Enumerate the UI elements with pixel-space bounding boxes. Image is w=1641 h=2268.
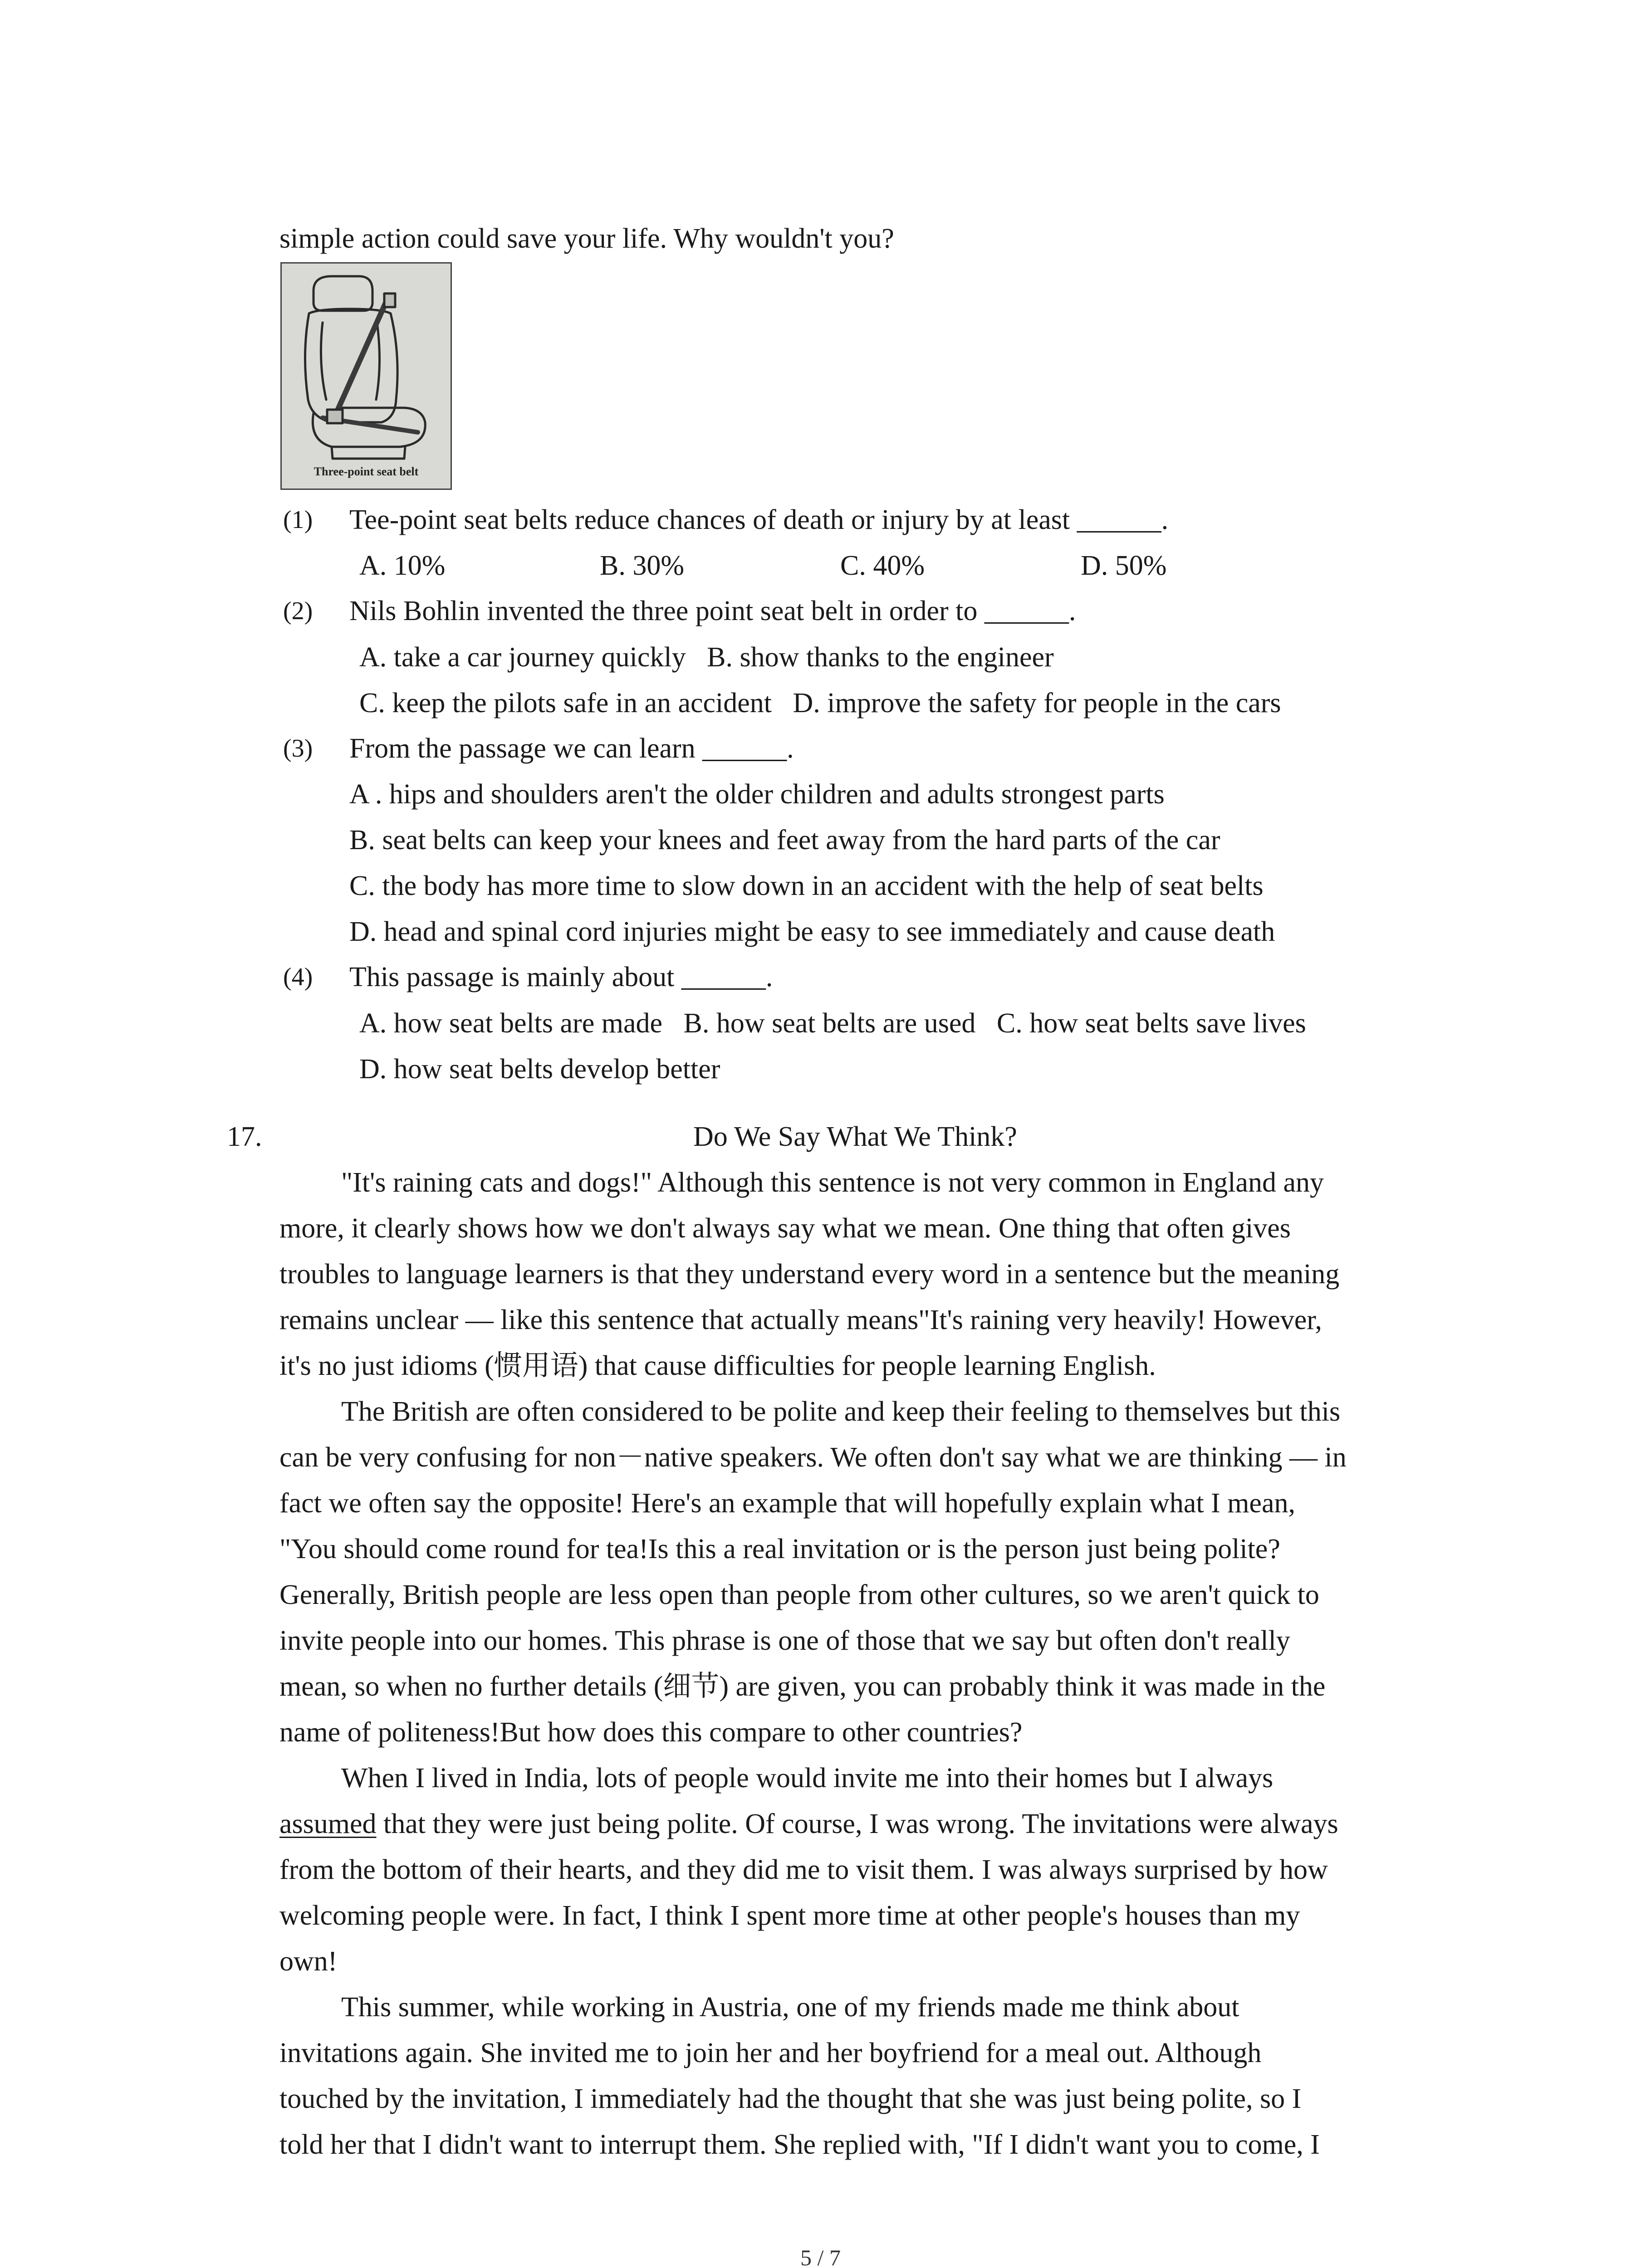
passage-line: told her that I didn't want to interrupt them. She replied with, "If I didn't want you to come, I: [279, 2129, 1320, 2160]
passage-line: it's no just idioms (惯用语) that cause difficulties for people learning English.: [279, 1350, 1156, 1381]
passage-line: fact we often say the opposite! Here's an example that will hopefully explain what I mean,: [279, 1488, 1295, 1519]
passage-line: troubles to language learners is that they understand every word in a sentence but the meaning: [279, 1259, 1340, 1290]
passage-line: "It's raining cats and dogs!" Although this sentence is not very common in England any: [341, 1167, 1324, 1198]
q3-option-a: A . hips and shoulders aren't the older children and adults strongest parts: [349, 779, 1165, 810]
q3-option-c: C. the body has more time to slow down in an accident with the help of seat belts: [349, 870, 1264, 901]
passage-line: This summer, while working in Austria, one of my friends made me think about: [341, 1992, 1239, 2023]
passage-line: mean, so when no further details (细节) are given, you can probably think it was made in the: [279, 1671, 1326, 1702]
q4-options-line-2: D. how seat belts develop better: [359, 1054, 720, 1085]
passage-line: invite people into our homes. This phrase is one of those that we say but often don't really: [279, 1625, 1290, 1656]
question-3-number: (3): [283, 734, 313, 763]
question-3-stem: From the passage we can learn ______.: [349, 733, 794, 764]
passage-line: invitations again. She invited me to join her and her boyfriend for a meal out. Although: [279, 2038, 1262, 2068]
passage-17-number: 17.: [227, 1121, 262, 1152]
seat-belt-figure: [280, 262, 452, 490]
question-1-number: (1): [283, 506, 313, 534]
q1-option-a: A. 10%: [359, 550, 446, 581]
passage-line: welcoming people were. In fact, I think I spent more time at other people's houses than my: [279, 1900, 1300, 1931]
car-seat-illustration: [282, 264, 451, 489]
passage-line: remains unclear — like this sentence that actually means"It's raining very heavily! However,: [279, 1305, 1322, 1335]
q1-option-d: D. 50%: [1081, 550, 1167, 581]
q3-option-d: D. head and spinal cord injuries might be easy to see immediately and cause death: [349, 916, 1275, 947]
passage-line: can be very confusing for non－native speakers. We often don't say what we are thinking — in: [279, 1442, 1347, 1473]
question-2-number: (2): [283, 597, 313, 625]
passage-line: name of politeness!But how does this compare to other countries?: [279, 1717, 1023, 1748]
question-4-number: (4): [283, 963, 313, 991]
passage-line: When I lived in India, lots of people would invite me into their homes but I always: [341, 1763, 1274, 1794]
q1-option-b: B. 30%: [600, 550, 684, 581]
q4-options-line-1: A. how seat belts are made B. how seat belts are used C. how seat belts save lives: [359, 1008, 1306, 1039]
passage-line: from the bottom of their hearts, and they did me to visit them. I was always surprised by how: [279, 1854, 1328, 1885]
q2-options-line-2: C. keep the pilots safe in an accident D. improve the safety for people in the cars: [359, 688, 1281, 719]
passage-line: more, it clearly shows how we don't always say what we mean. One thing that often gives: [279, 1213, 1291, 1244]
figure-caption: Three-point seat belt: [314, 465, 419, 478]
question-4-stem: This passage is mainly about ______.: [349, 962, 773, 992]
question-2-stem: Nils Bohlin invented the three point seat belt in order to ______.: [349, 596, 1076, 626]
passage-line-rest: that they were just being polite. Of course, I was wrong. The invitations were always: [383, 1809, 1338, 1839]
passage-line: touched by the invitation, I immediately had the thought that she was just being polite, so I: [279, 2083, 1302, 2114]
question-1-stem: Tee-point seat belts reduce chances of death or injury by at least ______.: [349, 504, 1169, 535]
passage-line: Generally, British people are less open than people from other cultures, so we aren't quick to: [279, 1579, 1319, 1610]
passage-line-with-underline: [279, 1810, 1338, 1838]
intro-line: simple action could save your life. Why wouldn't you?: [279, 223, 894, 254]
underlined-word: assumed: [279, 1809, 377, 1839]
q3-option-b: B. seat belts can keep your knees and feet away from the hard parts of the car: [349, 825, 1220, 855]
q1-option-c: C. 40%: [840, 550, 925, 581]
passage-line: own!: [279, 1946, 338, 1977]
passage-line: The British are often considered to be polite and keep their feeling to themselves but this: [341, 1396, 1341, 1427]
q2-options-line-1: A. take a car journey quickly B. show thanks to the engineer: [359, 642, 1054, 673]
passage-line: "You should come round for tea!Is this a real invitation or is the person just being polite?: [279, 1534, 1280, 1564]
passage-17-title: Do We Say What We Think?: [693, 1121, 1017, 1152]
page-number: 5 / 7: [800, 2245, 841, 2268]
